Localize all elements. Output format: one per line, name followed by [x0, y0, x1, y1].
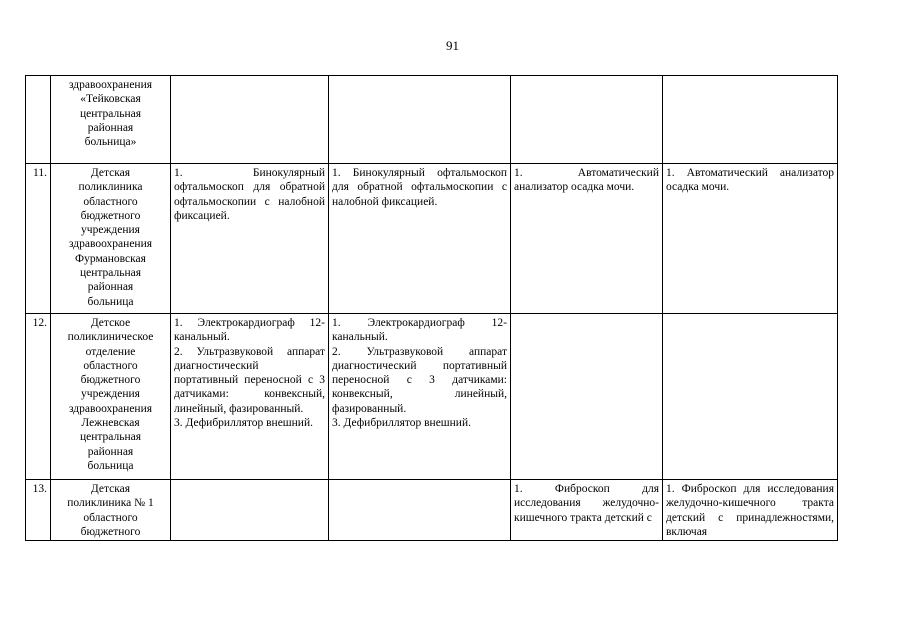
equipment-item: 3. Дефибриллятор внешний.: [174, 417, 313, 430]
institution-name-cell: [51, 76, 171, 164]
equipment-cell-col-a: [171, 164, 329, 314]
equipment-item: 3. Дефибриллятор внешний.: [332, 417, 471, 430]
institution-name-cell: [51, 164, 171, 314]
equipment-cell-col-c: [511, 314, 663, 480]
table-row: [26, 164, 838, 314]
institution-name-line: районная: [87, 121, 134, 134]
institution-name-line: центральная: [79, 431, 142, 444]
institution-name-line: районная: [87, 281, 134, 294]
row-number-cell: 12.: [26, 314, 51, 480]
equipment-item: 1. Фиброскоп для исследования желудочно-кишечного тракта детский с: [514, 483, 659, 524]
institution-name-line: учреждения: [81, 224, 140, 237]
institution-name-line: центральная: [79, 107, 142, 120]
institution-name-line: здравоохранения: [68, 402, 153, 415]
institution-name-line: учреждения: [81, 388, 140, 401]
equipment-cell-col-d: [663, 480, 838, 541]
equipment-cell-col-a: [171, 76, 329, 164]
institution-name-line: отделение: [85, 345, 136, 358]
row-number-cell: 11.: [26, 164, 51, 314]
equipment-cell-col-b: [329, 76, 511, 164]
equipment-item: 1. Бинокулярный офтальмоскоп для обратной офтальмоскопии с налобной фиксацией.: [332, 167, 507, 208]
equipment-item: 1. Бинокулярный офтальмоскоп для обратной офтальмоскопии с налобной фиксацией.: [174, 167, 325, 222]
equipment-cell-col-b: [329, 314, 511, 480]
table-row: [26, 480, 838, 541]
equipment-item: 1. Электрокардиограф 12-канальный.: [332, 317, 507, 344]
equipment-item: 2. Ультразвуковой аппарат диагностический портативный переносной с 3 датчиками: конвексный, линейный, фазированный.: [174, 345, 325, 415]
equipment-cell-col-a: [171, 480, 329, 541]
institution-name-line: бюджетного: [80, 209, 141, 222]
equipment-table: [25, 75, 838, 541]
equipment-item: 1. Фиброскоп для исследования желудочно-кишечного тракта детский с принадлежностями, включая: [666, 483, 834, 538]
institution-name-line: Детская: [90, 483, 131, 495]
institution-name-line: Детская: [90, 167, 131, 179]
equipment-cell-col-d: [663, 76, 838, 164]
institution-name-line: областного: [83, 195, 138, 208]
institution-name-line: больница»: [84, 136, 137, 149]
equipment-cell-col-b: [329, 164, 511, 314]
row-number-cell: [26, 76, 51, 164]
institution-name-line: здравоохранения: [68, 79, 153, 91]
institution-name-line: Лежневская: [81, 417, 140, 430]
institution-name-line: центральная: [79, 267, 142, 280]
institution-name-cell: [51, 480, 171, 541]
institution-name-cell: [51, 314, 171, 480]
institution-name-line: районная: [87, 445, 134, 458]
equipment-item: 1. Автоматический анализатор осадка мочи.: [666, 167, 834, 194]
institution-name-line: больница: [87, 295, 134, 308]
equipment-cell-col-c: [511, 76, 663, 164]
equipment-cell-col-d: [663, 314, 838, 480]
equipment-cell-col-d: [663, 164, 838, 314]
institution-name-line: больница: [87, 459, 134, 472]
equipment-cell-col-b: [329, 480, 511, 541]
equipment-cell-col-c: [511, 164, 663, 314]
institution-name-line: Детское: [90, 317, 131, 329]
institution-name-line: областного: [83, 359, 138, 372]
page-number: 91: [446, 38, 459, 53]
equipment-item: 1. Электрокардиограф 12-канальный.: [174, 317, 325, 344]
institution-name-line: поликлиника: [78, 181, 143, 194]
institution-name-line: поликлиника № 1: [67, 497, 154, 510]
institution-name-line: «Тейковская: [80, 93, 141, 106]
equipment-cell-col-c: [511, 480, 663, 541]
institution-name-line: поликлиническое: [67, 331, 154, 344]
equipment-item: 1. Автоматический анализатор осадка мочи.: [514, 167, 659, 194]
institution-name-line: бюджетного: [80, 525, 141, 538]
equipment-cell-col-a: [171, 314, 329, 480]
table-row: [26, 76, 838, 164]
institution-name-line: здравоохранения: [68, 238, 153, 251]
row-number-cell: 13.: [26, 480, 51, 541]
institution-name-line: бюджетного: [80, 374, 141, 387]
institution-name-line: областного: [83, 511, 138, 524]
equipment-item: 2. Ультразвуковой аппарат диагностический портативный переносной с 3 датчиками: конвексный, линейный, фазированный.: [332, 345, 507, 415]
institution-name-line: Фурмановская: [75, 252, 146, 265]
equipment-table-body: [26, 76, 838, 541]
table-row: [26, 314, 838, 480]
